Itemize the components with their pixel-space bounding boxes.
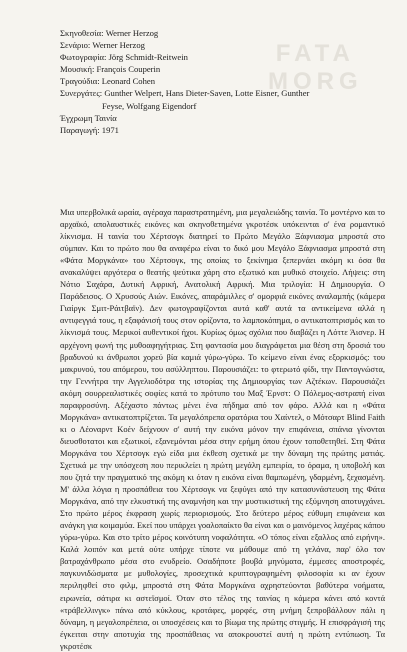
- review-paragraph: Μια υπερβολικά ωραία, αγέραχα παραστρατημένη, μια μεγαλειώδης ταινία. Το μοντέρνο και το αρχαϊκό, απολαυστικές εικόνες και σκηνοθετημένα γκροτέσκ υπόκεινται σ' ένα ρομαντικό λίκνισμα. Η ταινία του Χέρτσογκ διατηρεί το Πρώτο Μεγάλο Ξάφνιασμα μπροστά στο σύμπαν. Και το πρώτο που θα αναφέρω είναι το δικό μου Μεγάλο Ξάφνιασμα μπροστά στη «Φάτα Μοργκάνα» του Χέρτσογκ, της οποίας το ξεκίνημα ξεπερνάει ακόμη κι όσα θα ανακαλύψει αργότερα ο θεατής ψεύτικα χάρη στο εξωτικό και μυθικό στοιχείο. Λήψεις: στη Νότιο Σαχάρα, Δυτική Αφρική, Ανατολική Αφρική. Μια τριλογία: Η Δημιουργία. Ο Παράδεισος. Ο Χρυσούς Αιών. Εικόνες, απαράμιλλες σ' ομορφιά εικόνες αναλαμπής (κάμερα Γιαίργκ Σμιτ-Ράιτβαϊν). Δεν φωτογραφίζονται αυτά καθ' αυτά τα αντικείμενα αλλά η αντιφεγγιά τους, η εξαφάνισή τους στον ορίζοντα, το λαμποκόπημα, ο αντικατοπτρισμός και το λίκνισμά τους. Μερικοί αυθεντικοί ήχοι. Κυρίως όμως σχόλια που διαβάζει η Λόττε Άισνερ. Η αρχέγονη φωνή της μυθοαφηγήτριας. Στη φαντασία μου διαγράφεται μια θέση στη δροσιά του βραδυνού κι άνθρωποι χορεύ βία καμιά γύρω-γύρω. Το κείμενο είναι ένας εξορκισμός: του μακρυνού, του απόμερου, του ασύλληπτου. Παρουσιάζει: το φτερωτό φίδι, την Παντογνώστα, την Γεννήτρα την Αγγελιοδότρα της ιστορίας της Δημιουργίας των Αζτέκων. Παρουσιάζει ακόμη σουρρεαλιστικές σοφίες κατά το πρότυπο του Μαξ Έρνστ: Ο Πόλεμος-αστραπή είναι παραφροσύνη. Αξέχαστο πάντως μένει ένα πήδημα από τον φάρο. Αλλά και η «Φάτα Μοργκάνα» αντικατοπτρίζεται. Τα μεγαλόπρεπα ορατόρια του Χαίντελ, ο Μότσαρτ Blind Faith κι ο Λέοναρντ Κοέν δείχνουν σ' αυτή την εικόνα μόνον την επιφάνεια, σπάνια γίνονται διευσθοτατοι και εξωτικοί, εξανεμόνται μέσα στην ερήμη όπου έχουν τοποθετηθεί. Στη Φάτα Μοργκάνα του Χέρτσογκ εγώ είδα μια έκθεση σχετικά με την δύναμη της πρώτης ματιάς. Σχετικά με την υπόσχεση που περικλείει η πρώτη μεγάλη εμπειρία, το όραμα, η υποβολή και που ζητά την πραγματικό της ακόμη κι όταν η εικόνα είναι θαμπωμένη, γδαρμένη, ξεχασμένη. Μ' άλλα λόγια η προσπάθεια του Χέρτσογκ να ξεφύγει από την κατασυνάστευση της Φάτα Μοργκάνα, από την ελκυστική της αναμνήση και την μυστικιστική της εξύμνηση αποτυγχάνει. Στο πρώτο μέρος έκφραση χωρίς περιορισμούς. Στο δεύτερο μέρος εύθυμη επιφάνεια και ανάγκη για κοιμαμύα. Εκεί που υπάρχει γοαλοπαίκτο θα είναι και ο μαινόμενος λαχέρας κάπου γύρω-γύρω. Και στο τρίτο μέρος κοινότυπη νοφαλότητα. «Ο τόπος είναι εξαλλος από ειρήνη». Καλά λοιπόν και μετά ούτε υπήρχε τίποτε να μάθουμε από τη γελάνα, παρ' όλο τον βατραχάνθρωπο μέσα στο ενυδρείο. Οσαδήποτε βουβά μηνύματα, έμμεσες αποστροφές, παγκυνιδώσματα με μυθολογίες, προσεχτικά κρυπτογραφημένη φιλοσοφία κι αν έχουν περιληφθεί στο φιλμ, μπροστά στη Φάτα Μοργκάνα αχρηστεύονται βαθύτερα νοήματα, ειρωνεία, σάτιρα κι αστεϊσμοί. Όταν στο τέλος της ταινίας η κάμερα κάνει από κοντά «τράβελλινγκ» πάνω από κύκλους, κροτάφες, μορφές, στη μνήμη ξεπροβάλλουν πάλι η δύναμη, η μεγαλοπρέπεια, οι υποσχέσεις και το βίωμα της πρώτης στιγμής. Η επισφράγισή της έγκειται στην αποτυχία της προσπάθειας να αποκρουστεί αυτή η πρώτη εντύπωση. Τα γκροτέσκ: [60, 207, 385, 651]
- watermark-line-1: FATA: [275, 40, 355, 67]
- watermark-line-2: MORG: [268, 68, 363, 95]
- review-text: [60, 206, 385, 652]
- credit-production: Παραγωγή: 1971: [60, 124, 119, 135]
- credit-collaborators: Συνεργάτες: Gunther Welpert, Hans Dieter-Saven, Lotte Eisner, Gunther: [60, 88, 310, 99]
- credit-director: Σκηνοθεσία: Werner Herzog: [60, 28, 159, 38]
- credit-songs: Τραγούδια: Leonard Cohen: [60, 76, 156, 87]
- credit-photography: Φωτογραφία: Jörg Schmidt-Reitwein: [60, 52, 188, 63]
- credit-music: Μουσική: François Couperin: [60, 64, 161, 75]
- film-credits: [60, 27, 390, 136]
- credit-color: Έγχρωμη Ταινία: [60, 112, 117, 123]
- credit-screenplay: Σενάριο: Werner Herzog: [60, 40, 145, 51]
- credit-collaborators-continued: Feyse, Wolfgang Eigendorf: [102, 100, 197, 111]
